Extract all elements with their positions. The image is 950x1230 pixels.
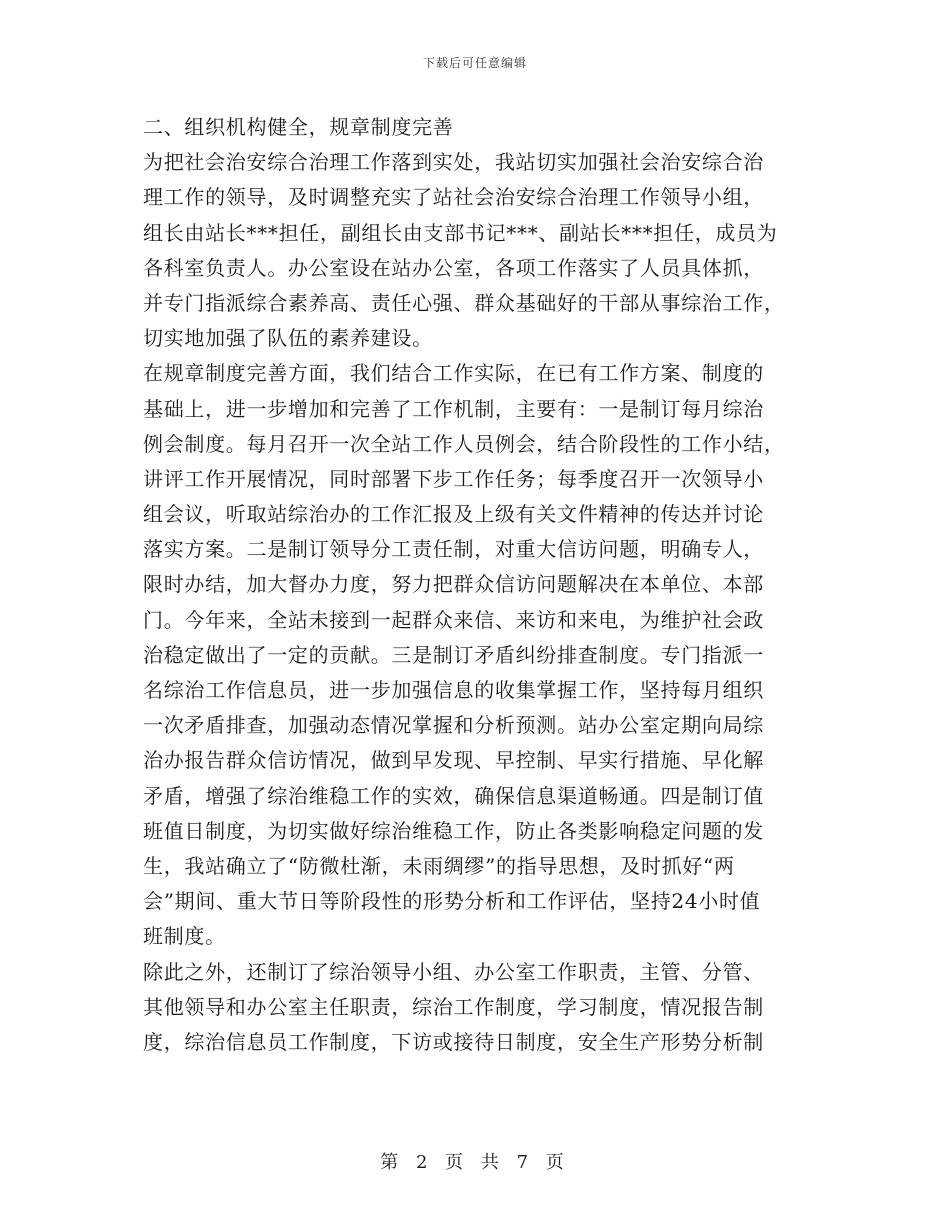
body-line: 治稳定做出了一定的贡献。三是制订矛盾纠纷排查制度。专门指派一: [143, 642, 764, 667]
body-line: 门。今年来，全站未接到一起群众来信、来访和来电，为维护社会政: [143, 607, 764, 632]
body-line: 并专门指派综合素养高、责任心强、群众基础好的干部从事综治工作，: [143, 290, 785, 315]
header-note: 下载后可任意编辑: [422, 56, 527, 70]
body-line: 会”期间、重大节日等阶段性的形势分析和工作评估，坚持24小时值: [143, 889, 761, 914]
body-line: 一次矛盾排查，加强动态情况掌握和分析预测。站办公室定期向局综: [143, 713, 764, 738]
body-line: 治办报告群众信访情况，做到早发现、早控制、早实行措施、早化解: [143, 748, 764, 773]
body-line: 限时办结，加大督办力度，努力把群众信访问题解决在本单位、本部: [143, 572, 764, 597]
body-line: 矛盾，增强了综治维稳工作的实效，确保信息渠道畅通。四是制订值: [143, 783, 764, 808]
body-line: 班制度。: [143, 924, 226, 949]
body-line: 组长由站长***担任，副组长由支部书记***、副站长***担任，成员为: [143, 220, 778, 245]
page-number: 第 2 页 共 7 页: [380, 1152, 570, 1173]
body-line: 班值日制度，为切实做好综治维稳工作，防止各类影响稳定问题的发: [143, 818, 764, 843]
body-line: 在规章制度完善方面，我们结合工作实际，在已有工作方案、制度的: [143, 361, 764, 386]
body-line: 为把社会治安综合治理工作落到实处，我站切实加强社会治安综合治: [143, 150, 764, 175]
document-body: [143, 110, 808, 1060]
body-line: 各科室负责人。办公室设在站办公室，各项工作落实了人员具体抓，: [143, 255, 764, 280]
body-line: 生，我站确立了“防微杜渐，未雨绸缪”的指导思想，及时抓好“两: [143, 853, 735, 878]
body-line: 组会议，听取站综治办的工作汇报及上级有关文件精神的传达并讨论: [143, 502, 764, 527]
body-line: 例会制度。每月召开一次全站工作人员例会，结合阶段性的工作小结，: [143, 431, 785, 456]
body-line: 除此之外，还制订了综治领导小组、办公室工作职责，主管、分管、: [143, 959, 764, 984]
body-line: 切实地加强了队伍的素养建设。: [143, 326, 433, 351]
body-line: 落实方案。二是制订领导分工责任制，对重大信访问题，明确专人，: [143, 537, 764, 562]
body-line: 度，综治信息员工作制度，下访或接待日制度，安全生产形势分析制: [143, 1029, 764, 1054]
body-line: 名综治工作信息员，进一步加强信息的收集掌握工作，坚持每月组织: [143, 678, 764, 702]
body-line: 基础上，进一步增加和完善了工作机制，主要有：一是制订每月综治: [143, 396, 764, 421]
section-heading: 二、组织机构健全，规章制度完善: [143, 115, 454, 139]
body-line: 其他领导和办公室主任职责，综治工作制度，学习制度，情况报告制: [143, 994, 764, 1019]
body-line: 理工作的领导，及时调整充实了站社会治安综合治理工作领导小组，: [143, 185, 764, 210]
body-line: 讲评工作开展情况，同时部署下步工作任务；每季度召开一次领导小: [143, 466, 764, 491]
